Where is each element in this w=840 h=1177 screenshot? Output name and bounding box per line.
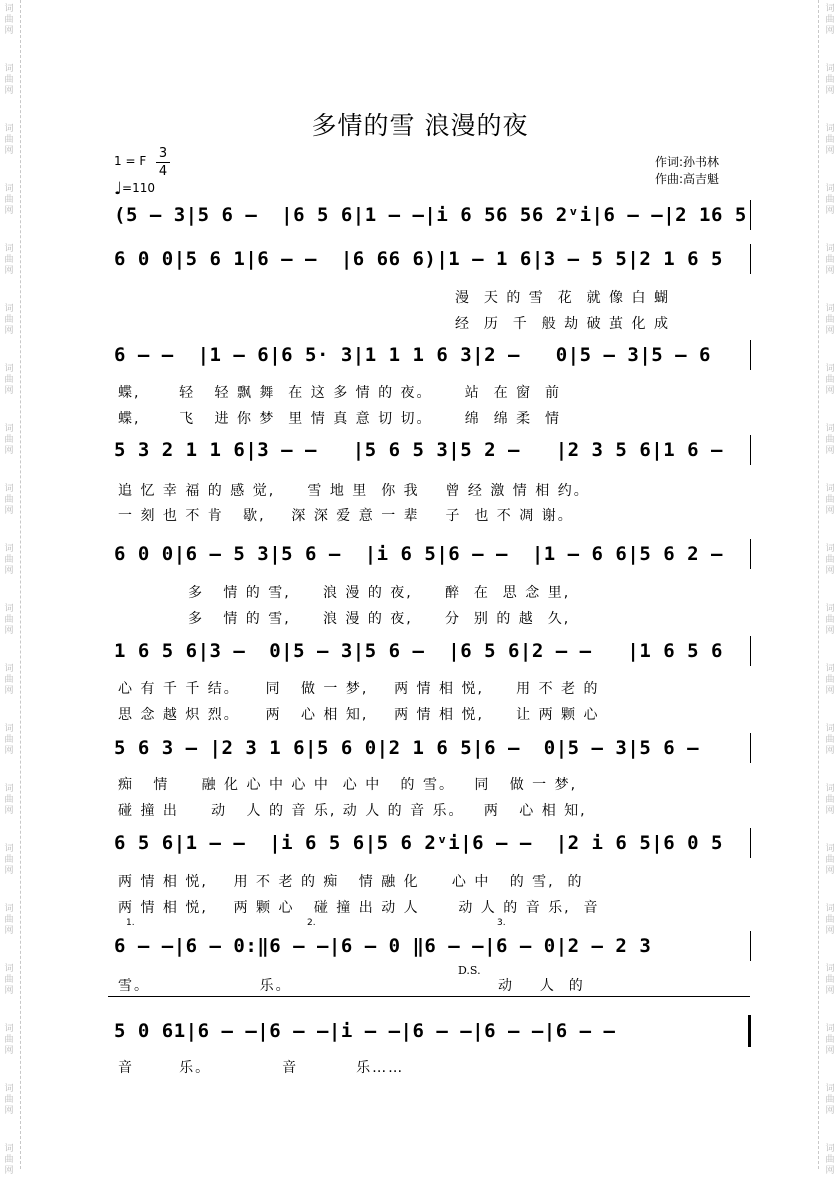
barline: [750, 244, 751, 274]
watermark-group: 词 曲 网: [4, 1084, 14, 1116]
watermark-group: 词 曲 网: [825, 604, 835, 636]
watermark-group: 词 曲 网: [825, 544, 835, 576]
barline: [750, 733, 751, 763]
barline: [750, 435, 751, 465]
lyric-line: 音 乐。 音 乐……: [118, 1060, 405, 1076]
watermark-group: 词 曲 网: [825, 304, 835, 336]
lyric-line: 思 念 越 炽 烈。 两 心 相 知, 两 情 相 悦, 让 两 颗 心: [118, 707, 600, 723]
watermark-group: 词 曲 网: [825, 904, 835, 936]
watermark-group: 词 曲 网: [825, 844, 835, 876]
watermark-group: 词 曲 网: [4, 604, 14, 636]
watermark-group: 词 曲 网: [4, 844, 14, 876]
watermark-group: 词 曲 网: [4, 124, 14, 156]
watermark-group: 词 曲 网: [4, 364, 14, 396]
volta-3: 3.: [497, 918, 506, 928]
lyric-line: 碰 撞 出 动 人 的 音 乐, 动 人 的 音 乐。 两 心 相 知,: [118, 803, 587, 819]
music-line-9: 6 – –|6 – 0:‖6 – –|6 – 0 ‖6 – –|6 – 0|2 – 2 3: [114, 935, 652, 957]
watermark-group: 词 曲 网: [4, 544, 14, 576]
watermark-group: 词 曲 网: [825, 424, 835, 456]
watermark-group: 词 曲 网: [825, 64, 835, 96]
volta-2: 2.: [307, 918, 316, 928]
music-line-1: (5 – 3|5 6 – |6 5 6|1 – –|i 6 56 56 2ᵛi|6 – –|2 16 5: [114, 204, 747, 226]
watermark-group: 词 曲 网: [4, 304, 14, 336]
barline: [750, 828, 751, 858]
watermark-group: 词 曲 网: [4, 64, 14, 96]
lyric-line: 蝶, 轻 轻 飘 舞 在 这 多 情 的 夜。 站 在 窗 前: [118, 385, 562, 401]
composer: 作曲:高吉魁: [655, 172, 720, 186]
music-line-5: 6 0 0|6 – 5 3|5 6 – |i 6 5|6 – – |1 – 6 6|5 6 2 –: [114, 543, 723, 565]
time-signature-top: 3: [158, 146, 168, 161]
watermark-group: 词 曲 网: [4, 424, 14, 456]
section-divider: [108, 996, 750, 997]
final-barline: [748, 1015, 751, 1047]
barline: [750, 200, 751, 230]
lyric-line: 漫 天 的 雪 花 就 像 白 蝴: [455, 290, 670, 306]
music-line-4: 5 3 2 1 1 6|3 – – |5 6 5 3|5 2 – |2 3 5 6|1 6 –: [114, 439, 723, 461]
watermark-group: 词 曲 网: [825, 364, 835, 396]
music-line-10: 5 0 61|6 – –|6 – –|i – –|6 – –|6 – –|6 – –: [114, 1020, 616, 1042]
watermark-group: 词 曲 网: [825, 4, 835, 36]
lyric-line: 追 忆 幸 福 的 感 觉, 雪 地 里 你 我 曾 经 激 情 相 约。: [118, 483, 590, 499]
watermark-group: 词 曲 网: [825, 184, 835, 216]
lyric-line: 多 情 的 雪, 浪 漫 的 夜, 分 别 的 越 久,: [188, 611, 571, 627]
lyricist: 作词:孙书林: [655, 155, 720, 169]
watermark-group: 词 曲 网: [4, 4, 14, 36]
watermark-group: 词 曲 网: [4, 724, 14, 756]
barline: [750, 931, 751, 961]
volta-1: 1.: [126, 918, 135, 928]
watermark-group: 词 曲 网: [825, 784, 835, 816]
quarter-note-icon: ♩: [114, 179, 123, 199]
watermark-group: 词 曲 网: [4, 244, 14, 276]
music-line-7: 5 6 3 – |2 3 1 6|5 6 0|2 1 6 5|6 – 0|5 – 3|5 6 –: [114, 737, 700, 759]
lyric-line: 多 情 的 雪, 浪 漫 的 夜, 醉 在 思 念 里,: [188, 585, 571, 601]
music-line-3: 6 – – |1 – 6|6 5· 3|1 1 1 6 3|2 – 0|5 – 3|5 – 6: [114, 344, 711, 366]
lyric-line: 雪。 乐。 动 人 的: [118, 978, 585, 994]
watermark-group: 词 曲 网: [825, 1084, 835, 1116]
music-line-6: 1 6 5 6|3 – 0|5 – 3|5 6 – |6 5 6|2 – – |1 6 5 6: [114, 640, 723, 662]
tempo-marking: [114, 179, 155, 199]
key-signature: 1 = F: [114, 154, 147, 168]
song-title: 多情的雪 浪漫的夜: [311, 111, 529, 140]
lyric-line: 一 刻 也 不 肯 歇, 深 深 爱 意 一 辈 子 也 不 凋 谢。: [118, 508, 574, 524]
lyric-line: 经 历 千 般 劫 破 茧 化 成: [455, 316, 670, 332]
watermark-group: 词 曲 网: [825, 124, 835, 156]
watermark-group: 词 曲 网: [4, 1144, 14, 1176]
watermark-group: 词 曲 网: [4, 904, 14, 936]
barline: [750, 636, 751, 666]
lyric-line: 两 情 相 悦, 用 不 老 的 痴 情 融 化 心 中 的 雪, 的: [118, 874, 584, 890]
barline: [750, 340, 751, 370]
barline: [750, 539, 751, 569]
watermark-group: 词 曲 网: [825, 1144, 835, 1176]
lyric-line: 痴 情 融 化 心 中 心 中 心 中 的 雪。 同 做 一 梦,: [118, 777, 578, 793]
time-signature-bottom: 4: [158, 164, 168, 179]
watermark-group: 词 曲 网: [825, 484, 835, 516]
watermark-group: 词 曲 网: [4, 784, 14, 816]
watermark-group: 词 曲 网: [825, 724, 835, 756]
lyric-line: 蝶, 飞 进 你 梦 里 情 真 意 切 切。 绵 绵 柔 情: [118, 411, 562, 427]
watermark-group: 词 曲 网: [825, 664, 835, 696]
watermark-group: 词 曲 网: [825, 1024, 835, 1056]
watermark-group: 词 曲 网: [4, 184, 14, 216]
watermark-group: 词 曲 网: [825, 244, 835, 276]
left-border: [20, 0, 21, 1169]
lyric-line: 两 情 相 悦, 两 颗 心 碰 撞 出 动 人 动 人 的 音 乐, 音: [118, 900, 600, 916]
dal-segno-mark: D.S.: [458, 964, 481, 977]
time-signature: [156, 146, 170, 179]
watermark-group: 词 曲 网: [4, 964, 14, 996]
watermark-group: 词 曲 网: [4, 484, 14, 516]
right-border: [818, 0, 819, 1169]
tempo-value: =110: [122, 181, 155, 195]
watermark-group: 词 曲 网: [825, 964, 835, 996]
watermark-group: 词 曲 网: [4, 664, 14, 696]
watermark-group: 词 曲 网: [4, 1024, 14, 1056]
music-line-2: 6 0 0|5 6 1|6 – – |6 66 6)|1 – 1 6|3 – 5 5|2 1 6 5: [114, 248, 723, 270]
lyric-line: 心 有 千 千 结。 同 做 一 梦, 两 情 相 悦, 用 不 老 的: [118, 681, 600, 697]
music-line-8: 6 5 6|1 – – |i 6 5 6|5 6 2ᵛi|6 – – |2 i 6 5|6 0 5: [114, 832, 723, 854]
